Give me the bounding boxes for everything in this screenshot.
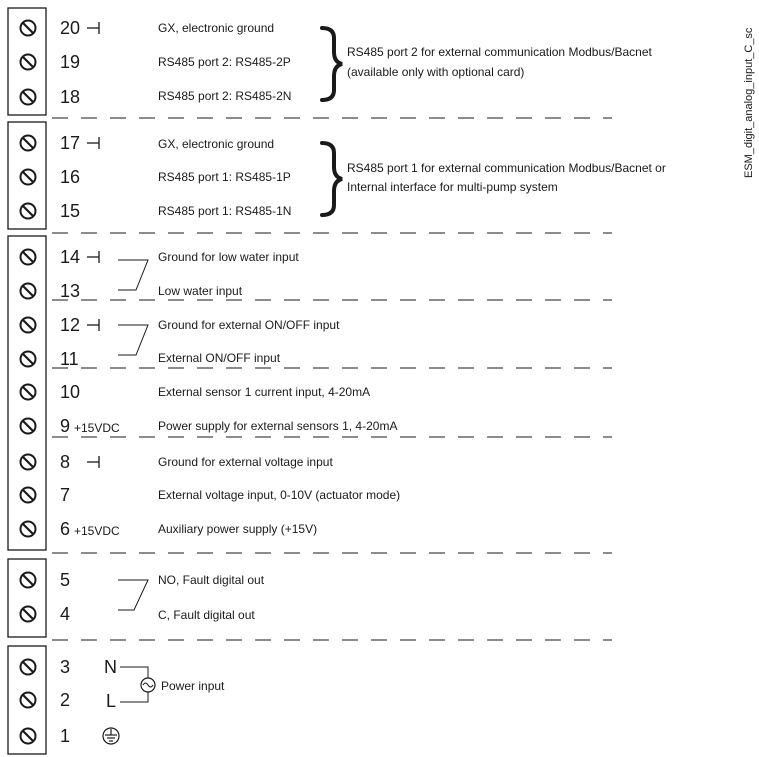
power-input-label: Power input	[161, 679, 225, 693]
screw-icon	[21, 90, 36, 105]
screw-icon	[21, 419, 36, 434]
screw-icon	[21, 522, 36, 537]
ac-source-icon	[141, 678, 155, 692]
brace-group-1	[322, 28, 652, 100]
gx-ground-icon-20	[87, 22, 99, 34]
desc-20: GX, electronic ground	[158, 21, 275, 35]
brace-note-2-line-1: RS485 port 1 for external communication Modbus/Bacnet or	[347, 161, 666, 175]
side-label: ESM_digit_analog_input_C_sc	[743, 27, 755, 178]
screw-icon	[21, 385, 36, 400]
screw-icon	[21, 318, 36, 333]
desc-15: RS485 port 1: RS485-1N	[158, 204, 292, 218]
desc-7: External voltage input, 0-10V (actuator mode)	[158, 488, 401, 502]
terminal-number-19: 19	[60, 52, 81, 72]
desc-6: Auxiliary power supply (+15V)	[158, 522, 318, 536]
supply-label-9: +15VDC	[74, 421, 120, 435]
terminal-number-11: 11	[60, 349, 79, 369]
screw-icon	[21, 660, 36, 675]
gx-ground-icon-14	[87, 251, 99, 263]
terminal-number-4: 4	[60, 604, 71, 624]
screw-icon	[21, 573, 36, 588]
screw-icon	[21, 488, 36, 503]
terminal-number-13: 13	[60, 281, 81, 301]
screw-icon	[21, 55, 36, 70]
terminal-number-9: 9	[60, 416, 71, 436]
terminal-number-2: 2	[60, 690, 71, 710]
supply-label-6: +15VDC	[74, 524, 120, 538]
desc-10: External sensor 1 current input, 4-20mA	[158, 385, 371, 399]
terminal-number-1: 1	[60, 726, 71, 746]
screw-icon	[21, 21, 36, 36]
screw-terminals	[21, 21, 36, 744]
ground-symbols	[87, 22, 99, 468]
terminal-number-8: 8	[60, 452, 71, 472]
gx-ground-icon-12	[87, 319, 99, 331]
gx-ground-icon-17	[87, 137, 99, 149]
jumper-14-13	[118, 260, 148, 290]
relay-contact-5-4	[118, 580, 148, 610]
terminal-descriptions	[158, 21, 400, 622]
power-input-section	[103, 657, 225, 744]
terminal-number-20: 20	[60, 18, 81, 38]
curly-brace-icon	[322, 28, 342, 100]
wire-label-n: N	[104, 657, 117, 677]
desc-13: Low water input	[158, 284, 243, 298]
terminal-number-7: 7	[60, 485, 71, 505]
screw-icon	[21, 204, 36, 219]
screw-icon	[21, 607, 36, 622]
desc-11: External ON/OFF input	[158, 351, 281, 365]
terminal-number-18: 18	[60, 87, 81, 107]
wire-label-l: L	[106, 691, 117, 711]
screw-icon	[21, 250, 36, 265]
desc-8: Ground for external voltage input	[158, 455, 333, 469]
screw-icon	[21, 136, 36, 151]
desc-12: Ground for external ON/OFF input	[158, 318, 340, 332]
desc-4: C, Fault digital out	[158, 608, 255, 622]
brace-note-1-line-1: RS485 port 2 for external communication Modbus/Bacnet	[347, 45, 652, 59]
desc-16: RS485 port 1: RS485-1P	[158, 170, 291, 184]
brace-note-2-line-2: Internal interface for multi-pump system	[347, 180, 558, 194]
terminal-number-16: 16	[60, 167, 81, 187]
jumpers	[118, 260, 148, 610]
terminal-number-17: 17	[60, 133, 81, 153]
screw-icon	[21, 729, 36, 744]
jumper-12-11	[118, 325, 148, 355]
terminal-number-5: 5	[60, 570, 71, 590]
desc-9: Power supply for external sensors 1, 4-20mA	[158, 419, 398, 433]
brace-note-1-line-2: (available only with optional card)	[347, 65, 525, 79]
block-frame-4	[8, 559, 46, 637]
screw-icon	[21, 284, 36, 299]
terminal-number-12: 12	[60, 315, 81, 335]
brace-group-2	[322, 143, 666, 215]
earth-ground-icon	[103, 728, 119, 744]
terminal-numbers	[60, 18, 80, 746]
desc-19: RS485 port 2: RS485-2P	[158, 55, 291, 69]
curly-brace-icon	[322, 143, 342, 215]
terminal-number-10: 10	[60, 382, 81, 402]
gx-ground-icon-8	[87, 456, 99, 468]
desc-18: RS485 port 2: RS485-2N	[158, 89, 292, 103]
terminal-number-14: 14	[60, 247, 81, 267]
terminal-number-3: 3	[60, 657, 71, 677]
desc-17: GX, electronic ground	[158, 137, 275, 151]
desc-14: Ground for low water input	[158, 250, 299, 264]
desc-5: NO, Fault digital out	[158, 573, 265, 587]
terminal-number-15: 15	[60, 201, 81, 221]
block-frames	[8, 8, 46, 754]
screw-icon	[21, 693, 36, 708]
screw-icon	[21, 352, 36, 367]
screw-icon	[21, 455, 36, 470]
screw-icon	[21, 170, 36, 185]
terminal-number-6: 6	[60, 519, 71, 539]
